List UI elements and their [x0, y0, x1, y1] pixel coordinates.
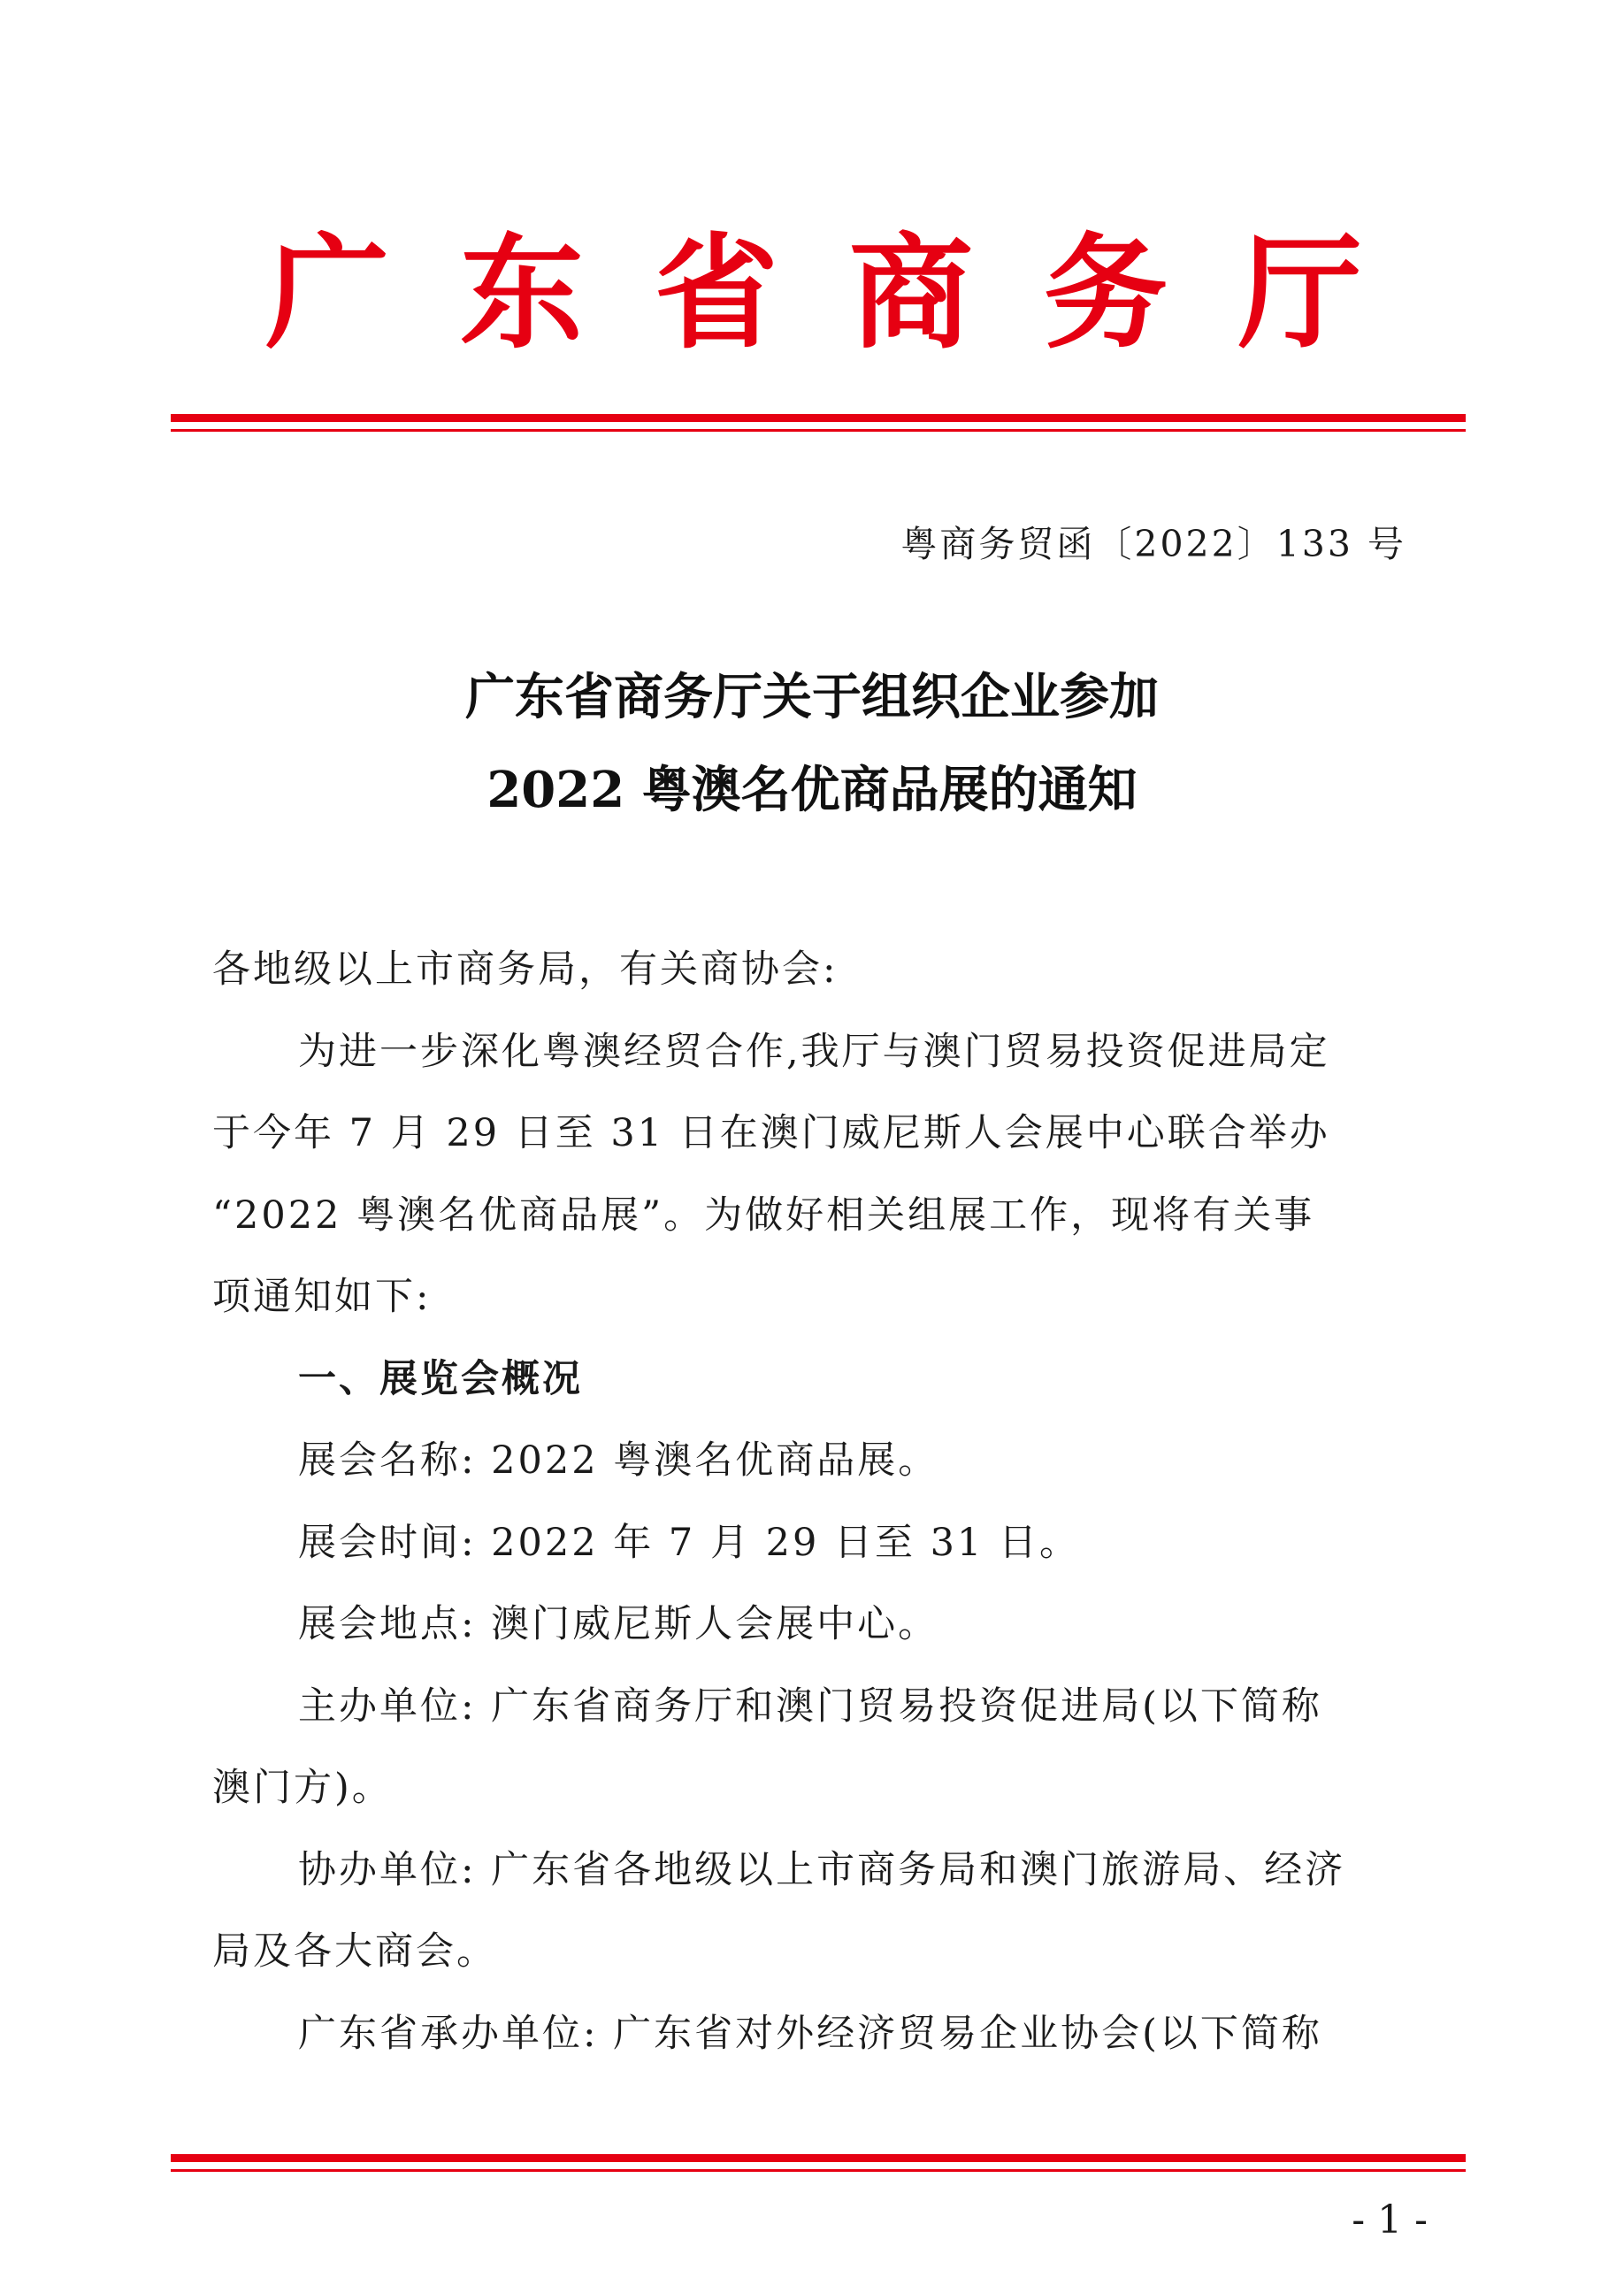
masthead-rule-thin: [171, 429, 1466, 432]
organizer-line-1: 主办单位: 广东省商务厅和澳门贸易投资促进局(以下简称: [298, 1683, 1322, 1729]
organizer-line-2: 澳门方)。: [212, 1766, 393, 1810]
intro-line-2: 于今年 7 月 29 日至 31 日在澳门威尼斯人会展中心联合举办: [212, 1111, 1330, 1155]
document-title-line-1: 广东省商务厅关于组织企业参加: [465, 668, 1159, 726]
document-title-line-2: 2022 粤澳名优商品展的通知: [486, 761, 1138, 819]
masthead-char: 务: [1043, 221, 1168, 366]
salutation: 各地级以上市商务局，有关商协会:: [212, 947, 839, 992]
document-body: [212, 929, 1424, 2074]
exhibition-name: 展会名称: 2022 粤澳名优商品展。: [298, 1438, 939, 1483]
intro-line-4: 项通知如下:: [212, 1275, 432, 1319]
masthead-rule-thick: [171, 414, 1466, 422]
masthead-char: 东: [459, 221, 584, 366]
section-heading: 一、展览会概况: [298, 1356, 583, 1401]
masthead-char: 广: [265, 221, 390, 366]
footer-rule-thin: [171, 2169, 1466, 2172]
co-organizer-line-1: 协办单位: 广东省各地级以上市商务局和澳门旅游局、经济: [298, 1847, 1346, 1892]
footer-rule-thick: [171, 2154, 1466, 2162]
masthead: [265, 217, 1362, 372]
undertaker-line-1: 广东省承办单位: 广东省对外经济贸易企业协会(以下简称: [298, 2011, 1322, 2056]
exhibition-venue: 展会地点: 澳门威尼斯人会展中心。: [298, 1602, 939, 1646]
masthead-char: 商: [848, 221, 973, 366]
masthead-char: 厅: [1237, 221, 1362, 366]
co-organizer-line-2: 局及各大商会。: [212, 1929, 497, 1974]
page-number: - 1 -: [1352, 2197, 1428, 2243]
document-number: 粤商务贸函〔2022〕133 号: [900, 523, 1406, 565]
intro-line-3: “2022 粤澳名优商品展”。为做好相关组展工作，现将有关事: [212, 1193, 1315, 1238]
intro-line-1: 为进一步深化粤澳经贸合作,我厅与澳门贸易投资促进局定: [298, 1029, 1330, 1074]
masthead-char: 省: [654, 221, 778, 366]
exhibition-time: 展会时间: 2022 年 7 月 29 日至 31 日。: [298, 1520, 1081, 1565]
